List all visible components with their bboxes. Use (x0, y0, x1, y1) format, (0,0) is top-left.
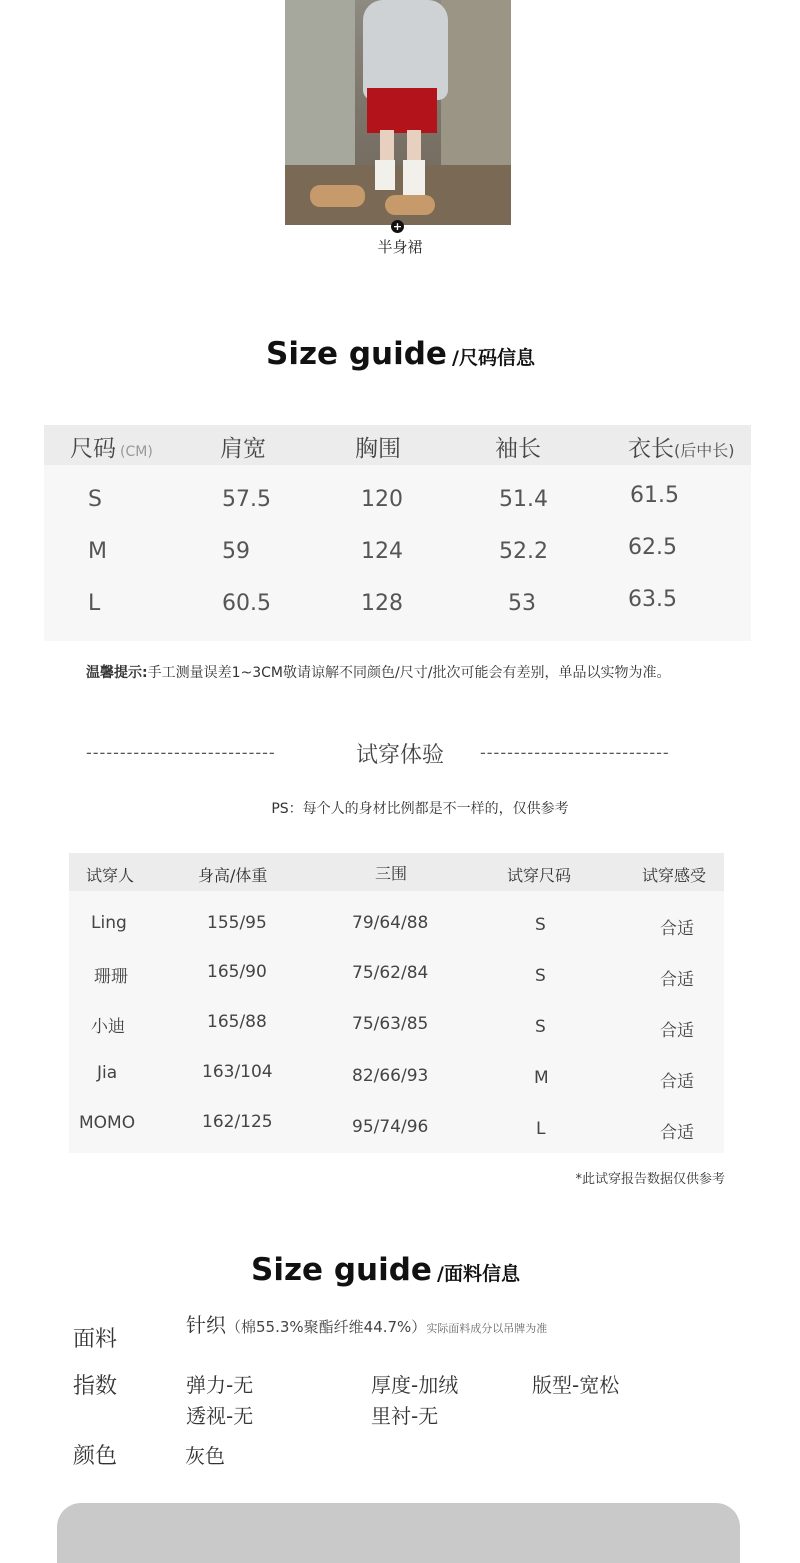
trial-row-feel: 合适 (660, 1123, 694, 1143)
fabric-lining: 里衬-无 (371, 1404, 439, 1428)
fabric-index-label: 指数 (73, 1374, 118, 1399)
row-m-shoulder: 59 (222, 539, 250, 564)
trial-row-feel: 合适 (660, 1021, 694, 1041)
fabric-thickness: 厚度-加绒 (371, 1373, 459, 1397)
header-shoulder: 肩宽 (220, 436, 266, 462)
trial-row-size: M (534, 1068, 549, 1088)
row-m-sleeve: 52.2 (499, 539, 548, 564)
trial-row-measure: 95/74/96 (352, 1117, 429, 1137)
size-note-label: 温馨提示: (86, 665, 148, 681)
trial-row-name: 珊珊 (94, 967, 128, 987)
trial-row-name: 小迪 (91, 1017, 125, 1037)
trial-row-hw: 162/125 (202, 1112, 273, 1132)
trial-row-name: Ling (91, 913, 127, 933)
header-length-note: (后中长) (674, 441, 735, 460)
fabric-color-value: 灰色 (185, 1444, 225, 1468)
divider-right: ---------------------------- (480, 743, 670, 762)
trial-header-height-weight: 身高/体重 (198, 866, 268, 885)
trial-row-hw: 163/104 (202, 1062, 273, 1082)
trial-header-measurements: 三围 (375, 864, 408, 883)
trial-ps: PS：每个人的身材比例都是不一样的，仅供参考 (271, 801, 569, 817)
photo-caption: 半身裙 (377, 238, 423, 256)
trial-footnote: *此试穿报告数据仅供参考 (575, 1172, 725, 1187)
trial-row-name: MOMO (79, 1113, 136, 1133)
fabric-material-note: 实际面料成分以吊牌为准 (426, 1322, 548, 1335)
row-s-sleeve: 51.4 (499, 487, 548, 512)
row-l-length: 63.5 (628, 587, 677, 612)
header-length-label: 衣长 (628, 436, 674, 462)
trial-row-size: L (536, 1119, 546, 1139)
trial-row-name: Jia (97, 1063, 118, 1083)
product-photo (285, 0, 511, 225)
fabric-subtitle: /面料信息 (437, 1263, 520, 1285)
row-l-chest: 128 (361, 591, 403, 616)
fabric-fit: 版型-宽松 (532, 1373, 620, 1397)
fabric-swatch-image (57, 1503, 740, 1563)
trial-table (69, 853, 724, 1153)
size-guide-title: Size guide (266, 336, 447, 372)
size-guide-heading (266, 336, 535, 372)
plus-circle-icon[interactable]: + (392, 220, 403, 233)
row-m-size: M (88, 539, 107, 564)
row-l-shoulder: 60.5 (222, 591, 271, 616)
fabric-material-value: 针织 (186, 1313, 226, 1337)
trial-row-feel: 合适 (660, 919, 694, 939)
fabric-material (186, 1309, 547, 1338)
trial-row-size: S (535, 1017, 546, 1037)
row-l-size: L (88, 591, 101, 616)
fabric-color-label: 颜色 (73, 1444, 118, 1469)
trial-row-hw: 155/95 (207, 913, 267, 933)
fabric-transparency: 透视-无 (186, 1404, 254, 1428)
divider-left: ---------------------------- (86, 743, 276, 762)
header-sleeve: 袖长 (495, 436, 541, 462)
trial-row-feel: 合适 (660, 1072, 694, 1092)
row-s-chest: 120 (361, 487, 403, 512)
size-guide-subtitle: /尺码信息 (452, 347, 535, 369)
trial-title: 试穿体验 (355, 743, 444, 768)
fabric-elasticity: 弹力-无 (186, 1373, 254, 1397)
trial-row-size: S (535, 915, 546, 935)
row-m-length: 62.5 (628, 535, 677, 560)
row-m-chest: 124 (361, 539, 403, 564)
trial-header-size: 试穿尺码 (507, 866, 572, 885)
header-size (70, 430, 153, 463)
fabric-heading (251, 1252, 520, 1288)
header-size-label: 尺码 (70, 436, 116, 462)
size-note-text: 手工测量误差1~3CM敬请谅解不同颜色/尺寸/批次可能会有差别，单品以实物为准。 (147, 665, 671, 681)
header-unit: (CM) (120, 444, 153, 460)
row-s-size: S (88, 487, 102, 512)
trial-row-hw: 165/88 (207, 1012, 267, 1032)
trial-row-feel: 合适 (660, 970, 694, 990)
trial-row-measure: 79/64/88 (352, 913, 429, 933)
fabric-material-detail: （棉55.3%聚酯纤维44.7%） (226, 1318, 427, 1336)
size-note (86, 662, 670, 682)
trial-header-person: 试穿人 (86, 866, 135, 885)
header-chest: 胸围 (355, 436, 401, 462)
trial-row-measure: 75/62/84 (352, 963, 429, 983)
trial-header-feel: 试穿感受 (642, 866, 707, 885)
fabric-title: Size guide (251, 1252, 432, 1288)
row-l-sleeve: 53 (508, 591, 536, 616)
trial-row-size: S (535, 966, 546, 986)
row-s-length: 61.5 (630, 483, 679, 508)
header-length (628, 430, 735, 463)
trial-row-measure: 82/66/93 (352, 1066, 429, 1086)
fabric-material-label: 面料 (73, 1327, 118, 1352)
trial-row-measure: 75/63/85 (352, 1014, 429, 1034)
row-s-shoulder: 57.5 (222, 487, 271, 512)
trial-row-hw: 165/90 (207, 962, 267, 982)
